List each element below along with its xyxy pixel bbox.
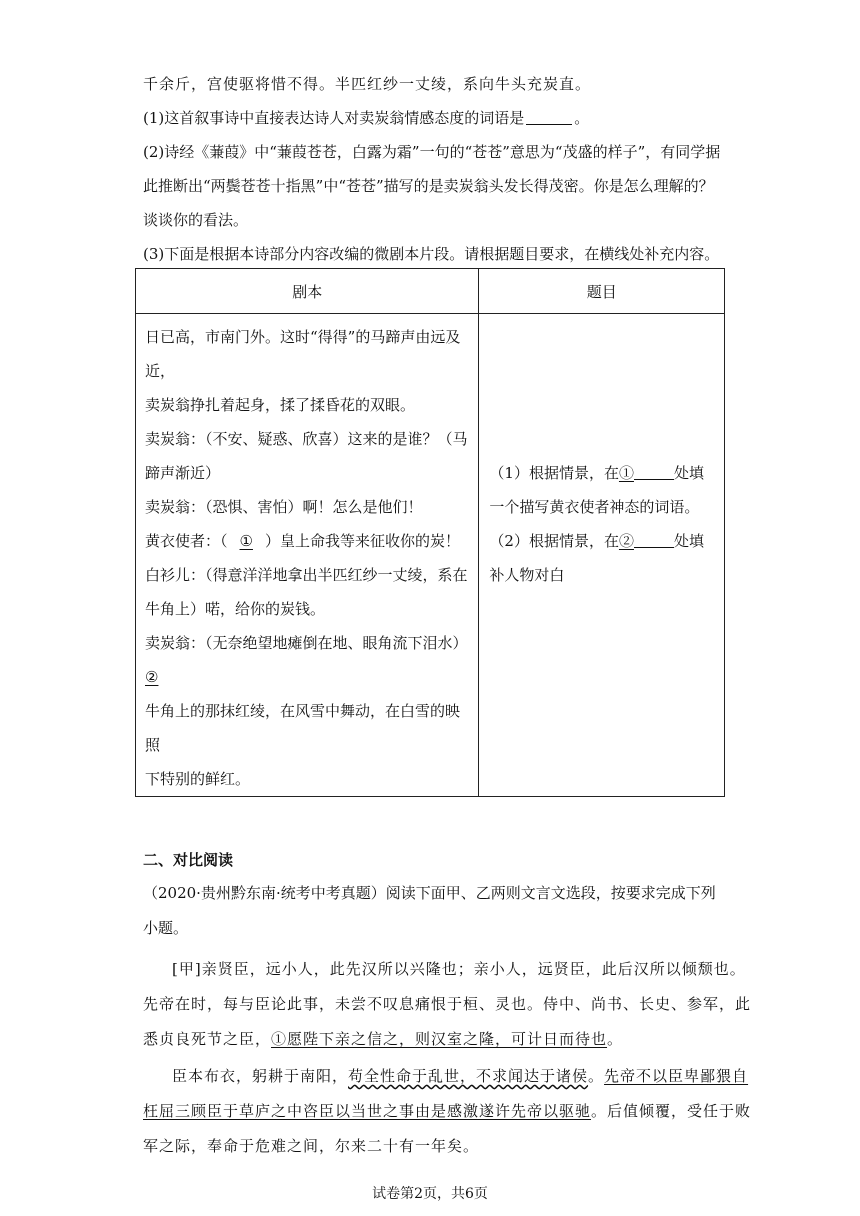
poem-tail: 千余斤，宫使驱将惜不得。半匹红纱一丈绫，系向牛头充炭直。 [143, 75, 592, 93]
table-header-script: 剧本 [136, 269, 479, 314]
answer-blank [634, 465, 674, 480]
task-1-line [489, 456, 714, 490]
yellow-envoy-suffix: ）皇上命我等来征收你的炭！ [264, 532, 460, 550]
question-2-line-1: (2)诗经《蒹葭》中“蒹葭苍苍，白露为霜”一句的“苍苍”意思为“茂盛的样子”，有同学据 [143, 143, 721, 161]
underlined-sentence-2: 先帝不以臣卑鄙猥自 [604, 1067, 749, 1085]
script-table [135, 268, 725, 797]
script-line: 卖炭翁挣扎着起身，揉了揉昏花的双眼。 [145, 396, 416, 414]
question-1-text: (1)这首叙事诗中直接表达诗人对卖炭翁情感态度的词语是 [143, 109, 525, 127]
passage-text: 悉贞良死节之臣， [143, 1030, 272, 1048]
script-line: 日已高，市南门外。这时“得得”的马蹄声由远及近， [145, 328, 461, 380]
task-2-line [489, 524, 714, 558]
passage-text: 。 [588, 1067, 605, 1085]
underlined-sentence-2-cont: 枉屈三顾臣于草庐之中咨臣以当世之事由是感激遂许先帝以驱驰 [143, 1102, 592, 1120]
question-2-line-3: 谈谈你的看法。 [143, 211, 249, 229]
question-1 [143, 107, 589, 128]
passage-p2-line-2 [143, 1100, 751, 1121]
question-2-line-2: 此推断出“两鬓苍苍十指黑”中“苍苍”描写的是卖炭翁头发长得茂密。你是怎么理解的？ [143, 177, 714, 195]
script-line: 白衫儿：（得意洋洋地拿出半匹红纱一丈绫，系在 [145, 566, 468, 584]
passage-text: 臣本布衣，躬耕于南阳， [172, 1067, 349, 1085]
yellow-envoy-line [145, 524, 470, 558]
page-footer: 试卷第2页，共6页 [372, 1186, 488, 1202]
task-cell [479, 314, 725, 797]
passage-jia-line-1: [甲]亲贤臣，远小人，此先汉所以兴隆也；亲小人，远贤臣，此后汉所以倾颓也。 [172, 960, 746, 978]
script-line: 蹄声渐近） [145, 464, 221, 482]
task-1-mark: ① [618, 464, 634, 482]
underlined-sentence-1: ①愿陛下亲之信之，则汉室之隆，可计日而待也 [271, 1030, 608, 1048]
answer-blank [526, 110, 572, 125]
blank-2-line [145, 660, 470, 694]
task-1-prefix: （1）根据情景，在 [489, 464, 619, 482]
section-title: 二、对比阅读 [143, 851, 234, 869]
script-line: 下特别的鲜红。 [145, 770, 251, 788]
script-line: 卖炭翁：（不安、疑惑、欣喜）这来的是谁？（马 [145, 430, 468, 448]
yellow-envoy-prefix: 黄衣使者：（ [145, 532, 228, 550]
script-line: 牛角上）喏，给你的炭钱。 [145, 600, 326, 618]
passage-text: 。后值倾覆，受任于败 [591, 1102, 752, 1120]
task-1-line-2: 一个描写黄衣使者神态的词语。 [489, 498, 700, 516]
section-intro-2: 小题。 [143, 919, 189, 937]
old-man-line: 卖炭翁：（无奈绝望地瘫倒在地、眼角流下泪水） [145, 634, 468, 652]
script-line: 牛角上的那抹红绫，在风雪中舞动，在白雪的映照 [145, 702, 461, 754]
task-2-suffix: 处填 [673, 532, 704, 550]
script-line: 卖炭翁：（恐惧、害怕）啊！怎么是他们！ [145, 498, 423, 516]
passage-text: 。 [607, 1030, 624, 1048]
passage-p2-line-1 [172, 1065, 748, 1086]
wavy-underlined-sentence: 苟全性命于乱世，不求闻达于诸侯 [348, 1067, 589, 1085]
passage-jia-line-2: 先帝在时，每与臣论此事，未尝不叹息痛恨于桓、灵也。侍中、尚书、长史、参军，此 [143, 995, 752, 1013]
task-2-mark: ② [618, 532, 634, 550]
section-intro-1: （2020·贵州黔东南·统考中考真题）阅读下面甲、乙两则文言文选段，按要求完成下列 [143, 884, 716, 902]
passage-p2-line-3: 军之际，奉命于危难之间，尔来二十有一年矣。 [143, 1137, 480, 1155]
question-1-end: 。 [574, 109, 590, 127]
blank-2: ② [145, 668, 159, 686]
task-2-line-2: 补人物对白 [489, 566, 565, 584]
task-2-prefix: （2）根据情景，在 [489, 532, 619, 550]
task-1-suffix: 处填 [673, 464, 704, 482]
passage-jia-line-3 [143, 1028, 623, 1049]
blank-1: ① [239, 532, 253, 550]
answer-blank [634, 533, 674, 548]
question-3: (3)下面是根据本诗部分内容改编的微剧本片段。请根据题目要求，在横线处补充内容。 [143, 245, 720, 263]
table-header-task: 题目 [479, 269, 725, 314]
script-cell [136, 314, 479, 797]
